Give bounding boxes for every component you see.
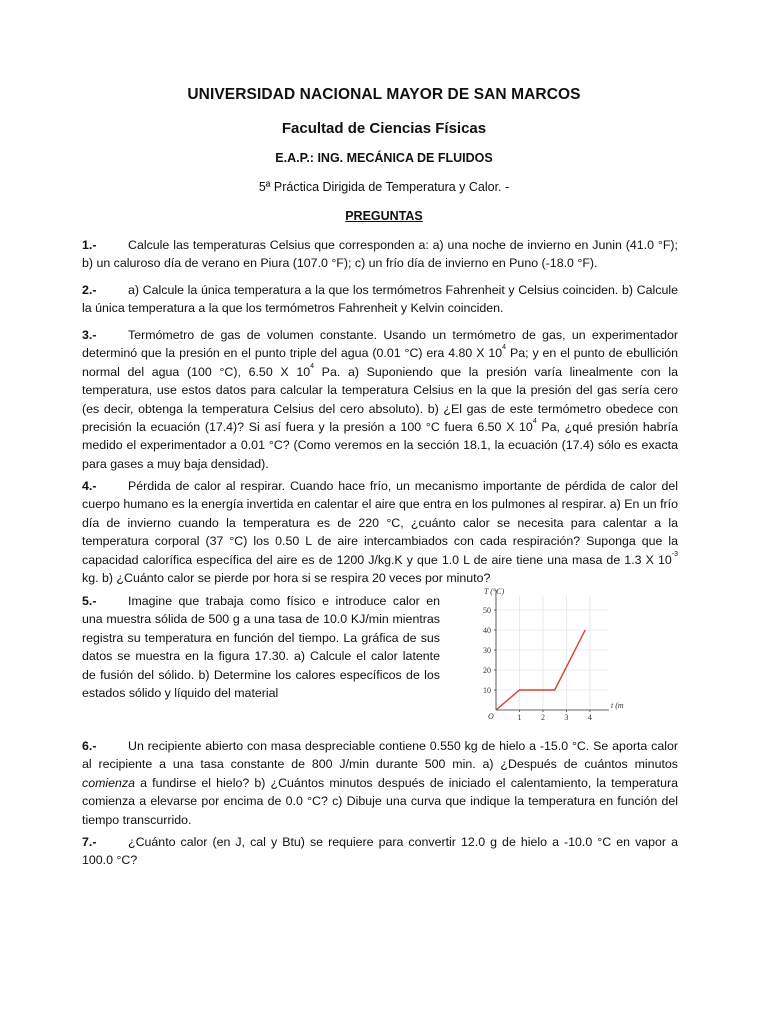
- x-tick-label: 3: [564, 713, 569, 722]
- question-5: [82, 592, 440, 702]
- question-number: 1.-: [82, 238, 97, 252]
- question-text: kg. b) ¿Cuánto calor se pierde por hora si se respira 20 veces por minuto?: [82, 571, 491, 586]
- practice-title: 5ª Práctica Dirigida de Temperatura y Calor. -: [258, 180, 510, 194]
- question-number: 6.-: [82, 739, 97, 753]
- faculty-title: Facultad de Ciencias Físicas: [281, 120, 487, 137]
- x-axis-label: t (m: [611, 701, 624, 710]
- x-tick-label: 2: [540, 713, 545, 722]
- y-tick-label: 50: [483, 606, 491, 615]
- x-tick-label: 1: [517, 713, 522, 722]
- question-text: Imagine que trabaja como físico e introduce calor en una muestra sólida de 500 g a una tasa de 10.0 KJ/min mientras registra su temperatura en función del tiempo. La gráfica de sus datos se muestra en la figura 17.30. a) Calcule el calor latente de fusión del sólido. b) Determine los calores específicos de los estados sólido y líquido del material: [82, 594, 440, 701]
- question-number: 4.-: [82, 479, 97, 493]
- question-text: Un recipiente abierto con masa despreciable contiene 0.550 kg de hielo a -15.0 °C. Se aporta calor al recipiente a una tasa constante de 800 J/min durante 500 min. a) ¿Después de cuántos minutos: [82, 739, 678, 772]
- y-tick-label: 20: [483, 666, 491, 675]
- university-title: UNIVERSIDAD NACIONAL MAYOR DE SAN MARCOS: [187, 86, 581, 103]
- exponent: -3: [671, 550, 678, 558]
- question-text: a) Calcule la única temperatura a la que los termómetros Fahrenheit y Celsius coinciden. b) Calcule la única temperatura a la que los termómetros Fahrenheit y Kelvin coinciden.: [82, 283, 678, 316]
- school-title: E.A.P.: ING. MECÁNICA DE FLUIDOS: [275, 151, 493, 165]
- question-text: Pa, ¿qué presión habría medido el experimentador a 0.01 °C? (Como veremos en la sección 18.1, la ecuación (17.4) sólo es exacta para gases a muy baja densidad).: [82, 420, 678, 471]
- question-number: 2.-: [82, 283, 97, 297]
- question-text: a fundirse el hielo? b) ¿Cuántos minutos después de iniciado el calentamiento, la temperatura comienza a elevarse por encima de 0.0 °C? c) Dibuje una curva que indique la temperatura en función del tiempo transcurrido.: [82, 775, 678, 827]
- temperature-time-graph: [474, 582, 684, 722]
- question-text: Pa. a) Suponiendo que la presión varía linealmente con la temperatura, use estos datos para calcular la temperatura Celsius en la que la presión del gas sería cero (es decir, obtenga la temperatura Celsius del cero absoluto). b) ¿El gas de este termómetro obedece con precisión la ecuación (17.4)? Si así fuera y la presión a 100 °C fuera 6.50 X 10: [82, 364, 678, 435]
- question-4: [82, 477, 678, 587]
- origin-label: O: [488, 712, 494, 721]
- y-axis-label: T (°C): [484, 587, 505, 596]
- question-3: [82, 326, 678, 473]
- question-number: 3.-: [82, 328, 97, 342]
- section-heading: PREGUNTAS: [345, 209, 423, 223]
- question-number: 5.-: [82, 594, 97, 608]
- question-number: 7.-: [82, 835, 97, 849]
- exponent: 4: [532, 418, 537, 426]
- y-tick-label: 40: [483, 626, 491, 635]
- question-text: Pérdida de calor al respirar. Cuando hace frío, un mecanismo importante de pérdida de calor del cuerpo humano es la energía invertida en calentar el aire que entra en los pulmones al respirar. a) En un frío día de invierno cuando la temperatura es de 220 °C, ¿cuánto calor se necesita para calentar a la temperatura corporal (37 °C) los 0.50 L de aire intercambiados con cada respiración? Suponga que la capacidad calorífica específica del aire es de 1200 J/kg.K y que 1.0 L de aire tiene una masa de 1.3 X 10: [82, 479, 678, 567]
- y-tick-label: 10: [483, 686, 491, 695]
- exponent: 4: [310, 362, 315, 370]
- y-tick-label: 30: [483, 646, 491, 655]
- question-text: Calcule las temperaturas Celsius que corresponden a: a) una noche de invierno en Junin (41.0 °F); b) un caluroso día de verano en Piura (107.0 °F); c) un frío día de invierno en Puno (-18.0 °F).: [82, 238, 678, 271]
- question-2: [82, 281, 678, 318]
- question-text-italic: comienza: [82, 775, 136, 790]
- question-6: [82, 737, 678, 829]
- question-7: [82, 833, 678, 870]
- question-text: Termómetro de gas de volumen constante. Usando un termómetro de gas, un experimentador determinó que la presión en el punto triple del agua (0.01 °C) era 4.80 X 10: [82, 328, 678, 361]
- question-text: ¿Cuánto calor (en J, cal y Btu) se requiere para convertir 12.0 g de hielo a -10.0 °C en vapor a 100.0 °C?: [82, 835, 678, 868]
- x-tick-label: 4: [587, 713, 592, 722]
- question-1: [82, 236, 678, 273]
- exponent: 4: [502, 344, 507, 352]
- question-text: Pa; y en el punto de ebullición normal del agua (100 °C), 6.50 X 10: [82, 346, 678, 379]
